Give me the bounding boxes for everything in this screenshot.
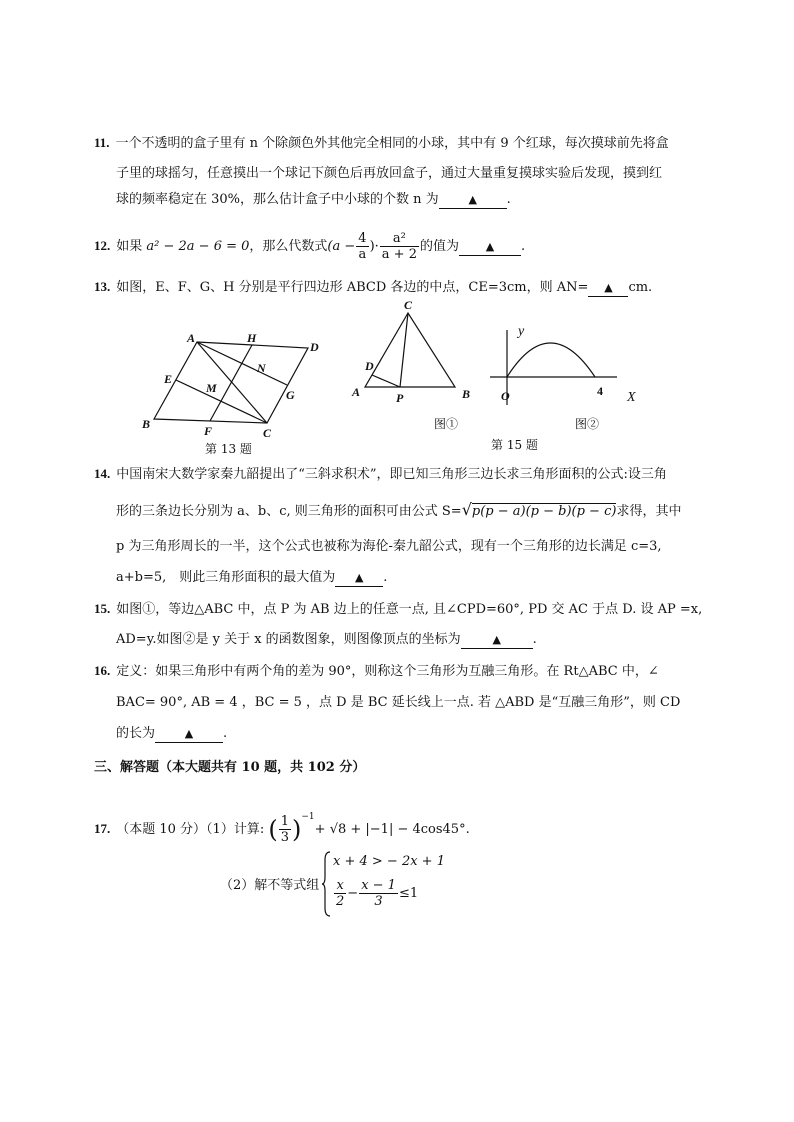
q16-line3: [116, 724, 227, 744]
label-y: y: [518, 324, 525, 339]
q12-period: .: [520, 239, 526, 254]
q12-line: [94, 229, 525, 264]
q16-text-3: 的长为: [116, 726, 156, 741]
q17-f-num: 1: [280, 814, 290, 829]
q12-f1-den: a: [358, 247, 367, 262]
label-X: X: [627, 390, 636, 405]
parabola-curve: [507, 343, 595, 377]
q12-fraction-1: [356, 231, 368, 262]
q17-i2-f2-num: x − 1: [361, 878, 396, 893]
q13-unit: cm.: [628, 280, 653, 295]
label-D: D: [310, 340, 319, 354]
q14-text-4: a+b=5, 则此三角形面积的最大值为: [116, 570, 336, 585]
q15-text-1: 如图①，等边△ABC 中，点 P 为 AB 边上的任意一点, 且∠CPD=60°, PD 交 AC 于点 D. 设 AP =x,: [116, 602, 703, 617]
q15-period: .: [532, 632, 537, 647]
q14-sqrt-radicand: p(p − a)(p − b)(p − c): [471, 504, 617, 519]
label-4: 4: [597, 384, 603, 398]
q11-period: .: [506, 192, 511, 207]
figure-15-caption-2: 图②: [575, 417, 600, 431]
figure-15-graph: [485, 310, 645, 410]
left-paren: (: [268, 815, 278, 844]
label-F: F: [204, 424, 213, 438]
label-M: M: [206, 381, 217, 395]
q17-part2-label: （2）解不等式组: [220, 878, 320, 893]
q13-number: 13.: [94, 279, 111, 294]
q12-f1-num: 4: [358, 231, 367, 246]
figure-13-caption: 第 13 题: [205, 442, 252, 456]
q14-number: 14.: [94, 466, 111, 481]
q13-text: 如图，E、F、G、H 分别是平行四边形 ABCD 各边的中点，CE=3cm，则 AN=: [116, 280, 589, 295]
q17-i2-fraction-2: [359, 878, 398, 909]
label-D: D: [365, 359, 374, 373]
label-P: P: [396, 391, 404, 405]
system-brace: [322, 850, 332, 918]
triangle-icon: ▲: [468, 193, 477, 206]
q11-text-2: 子里的球摇匀，任意摸出一个球记下颜色后再放回盒子，通过大量重复摸球实验后发现，摸到红: [116, 166, 663, 181]
q17-i2-f1-num: x: [334, 878, 346, 894]
q15-line1: [94, 599, 702, 620]
label-N: N: [257, 361, 266, 375]
right-paren: ): [292, 815, 302, 844]
q14-line4: [116, 568, 387, 588]
q14-period: .: [383, 570, 388, 585]
triangle-icon: ▲: [604, 281, 613, 294]
q14-line1: [94, 464, 667, 485]
q14-text-2a: 形的三条边长分别为 a、b、c, 则三角形的面积可由公式 S=: [116, 504, 462, 519]
triangle-icon: ▲: [184, 727, 194, 740]
q15-text-2: AD=y.如图②是 y 关于 x 的函数图象，则图像顶点的坐标为: [116, 632, 461, 647]
q16-answer-blank[interactable]: [155, 726, 223, 743]
q14-text-1: 中国南宋大数学家秦九韶提出了“三斜求积术”，即已知三角形三边长求三角形面积的公式:设三角: [116, 467, 667, 482]
label-E: E: [164, 372, 173, 386]
q17-number: 17.: [94, 821, 111, 836]
q11-text-1: 一个不透明的盒子里有 n 个除颜色外其他完全相同的小球，其中有 9 个红球，每次摸球前先将盒: [115, 136, 669, 151]
q17-lead: （本题 10 分）（1）计算:: [116, 822, 265, 837]
q13-answer-blank[interactable]: [588, 280, 628, 297]
q12-answer-blank[interactable]: [459, 239, 521, 256]
label-B: B: [462, 387, 471, 401]
q11-answer-blank[interactable]: [439, 192, 507, 209]
q17-f-den: 3: [280, 830, 290, 845]
q17-rest: + √8 + |−1| − 4cos45°: [314, 822, 466, 837]
figure-13-parallelogram: [130, 320, 330, 450]
label-C: C: [263, 426, 272, 440]
q15-line2: [116, 630, 537, 650]
q17-line1: [94, 800, 470, 847]
q11-number: 11.: [94, 135, 110, 150]
q17-period: .: [465, 822, 470, 837]
q12-equation: a² − 2a − 6 = 0: [146, 239, 250, 254]
q17-fraction: [279, 814, 291, 845]
q13-line: [94, 277, 652, 298]
q12-number: 12.: [94, 238, 111, 253]
section-3-heading: 三、解答题（本大题共有 10 题，共 102 分）: [94, 760, 366, 775]
q12-mid: ，那么代数式: [249, 239, 328, 254]
q17-i2-minus: −: [347, 886, 359, 901]
label-O: O: [501, 389, 510, 403]
q14-answer-blank[interactable]: [335, 570, 383, 587]
q12-f2-den: a + 2: [381, 247, 417, 262]
q17-i2-f2-den: 3: [374, 894, 383, 909]
figure-15-caption-1: 图①: [434, 417, 459, 431]
q15-number: 15.: [94, 601, 111, 616]
label-A: A: [187, 331, 196, 345]
q12-f2-num: a²: [380, 231, 419, 247]
q12-tail: 的值为: [419, 239, 459, 254]
q17-i2-f1-den: 2: [336, 894, 345, 909]
figure-15-caption: 第 15 题: [491, 438, 538, 452]
q17-exponent: −1: [301, 812, 315, 822]
q11-text-3: 球的频率稳定在 30%，那么估计盒子中小球的个数 n 为: [116, 192, 439, 207]
sqrt-sign: √: [461, 500, 472, 519]
label-B: B: [142, 417, 151, 431]
q16-text-2: BAC= 90°, AB = 4 ，BC = 5 ，点 D 是 BC 延长线上一点. 若 △ABD 是“互融三角形”，则 CD: [116, 695, 681, 710]
q12-fraction-2: [380, 231, 419, 262]
q14-text-3: p 为三角形周长的一半，这个公式也被称为海伦-秦九韶公式，现有一个三角形的边长满足 c=3,: [116, 539, 662, 554]
q11-line1: [94, 133, 669, 154]
triangle-icon: ▲: [355, 571, 364, 584]
q17-inequality-1: x + 4 > − 2x + 1: [333, 854, 445, 869]
figure-15-triangle: [345, 297, 485, 412]
label-A: A: [352, 385, 361, 399]
q17-i2-tail: ≤1: [398, 886, 419, 901]
q17-i2-fraction-1: [334, 878, 346, 909]
q17-inequality-2: [333, 878, 418, 909]
triangle-icon: ▲: [485, 240, 495, 253]
triangle-icon: ▲: [492, 633, 501, 646]
q16-number: 16.: [94, 663, 111, 678]
q14-text-2b: 求得，其中: [616, 504, 682, 519]
q16-period: .: [223, 726, 228, 741]
label-C: C: [404, 298, 413, 312]
q12-lead: 如果: [116, 239, 143, 254]
q15-answer-blank[interactable]: [461, 632, 533, 649]
q11-line3: [116, 190, 511, 210]
label-H: H: [247, 331, 257, 345]
q12-close: )·: [369, 239, 379, 254]
q16-line1: [94, 661, 659, 682]
q12-open: (a −: [327, 239, 356, 254]
q16-text-1: 定义：如果三角形中有两个角的差为 90°，则称这个三角形为互融三角形。在 Rt△ABC 中，∠: [116, 664, 659, 679]
q14-line2: [116, 500, 681, 522]
label-G: G: [286, 388, 295, 402]
